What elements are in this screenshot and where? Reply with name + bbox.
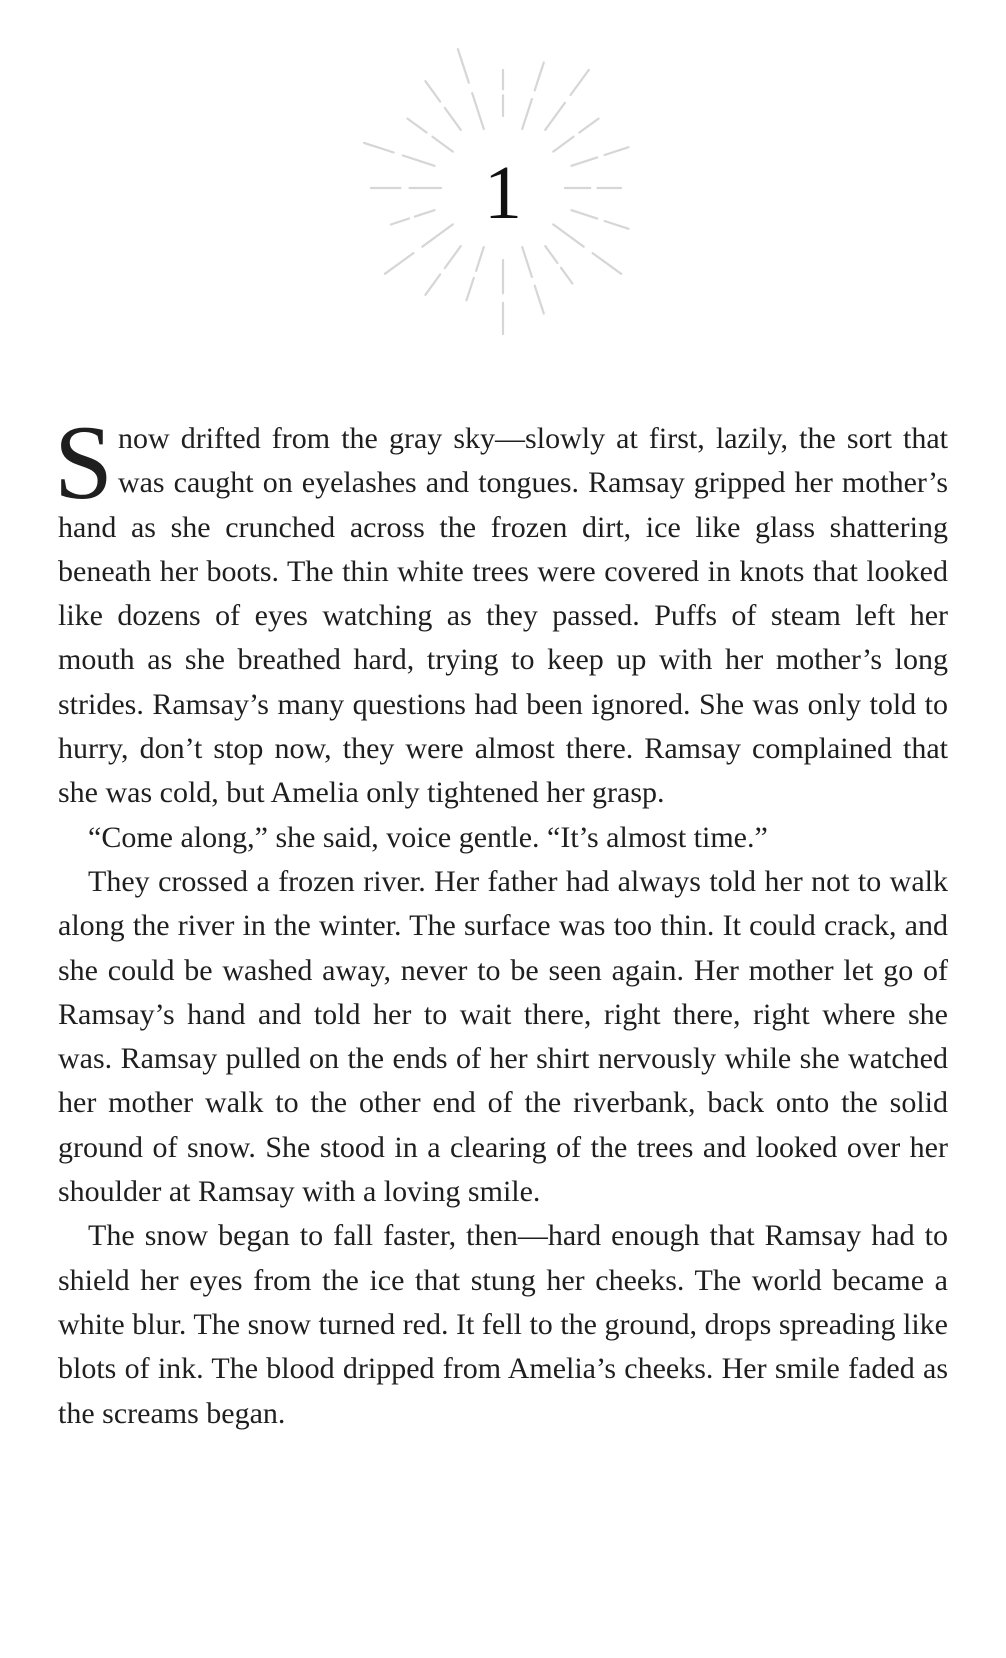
paragraph-1-text: now drifted from the gray sky—slowly at first, lazily, the sort that was caught on eyelashes and tongues. Ramsay gripped her mother’s hand as she crunched across the frozen dirt, ice like glass shattering beneath her boots. The thin white trees were covered in knots that looked like dozens of eyes watching as they passed. Puffs of steam left her mouth as she breathed hard, trying to keep up with her mother’s long strides. Ramsay’s many questions had been ignored. She was only told to hurry, don’t stop now, they were almost there. Ramsay complained that she was cold, but Amelia only tightened her grasp. (58, 422, 948, 810)
paragraph-2: “Come along,” she said, voice gentle. “It’s almost time.” (88, 820, 768, 854)
chapter-number: 1 (484, 151, 522, 235)
burst-ray (472, 93, 484, 129)
burst-ray (445, 108, 461, 130)
burst-ray (535, 63, 544, 91)
burst-ray (545, 246, 557, 263)
drop-cap: S (54, 404, 113, 521)
burst-ray (425, 274, 440, 294)
burst-ray (408, 119, 427, 133)
burst-ray (535, 286, 544, 314)
paragraph-4: The snow began to fall faster, then—hard enough that Ramsay had to shield her eyes from the ice that stung her cheeks. The world became a white blur. The snow turned red. It fell to the ground, drops spreading like blots of ink. The blood dripped from Amelia’s cheeks. Her smile faded as the screams began. (58, 1219, 948, 1430)
burst-ray (458, 49, 469, 83)
burst-ray (545, 103, 565, 130)
burst-ray (522, 99, 532, 129)
burst-ray (385, 253, 414, 274)
burst-ray (445, 246, 461, 268)
burst-ray (571, 70, 589, 95)
paragraph-3: They crossed a frozen river. Her father had always told her not to walk along the river in the winter. The surface was too thin. It could crack, and she could be washed away, never to be seen again. Her mother let go of Ramsay’s hand and told her to wait there, right there, right where she was. Ramsay pulled on the ends of her shirt nervously while she watched her mother walk to the other end of the riverbank, back onto the solid ground of snow. She stood in a clearing of the trees and looked over her shoulder at Ramsay with a loving smile. (58, 864, 948, 1209)
burst-ray (593, 253, 622, 274)
burst-ray (561, 268, 572, 284)
burst-ray (425, 81, 440, 101)
burst-ray (522, 247, 532, 277)
paragraph-1 (54, 404, 948, 816)
burst-ray (467, 278, 474, 300)
chapter-text (54, 404, 948, 1436)
burst-ray (579, 119, 598, 133)
burst-ray (476, 247, 484, 271)
